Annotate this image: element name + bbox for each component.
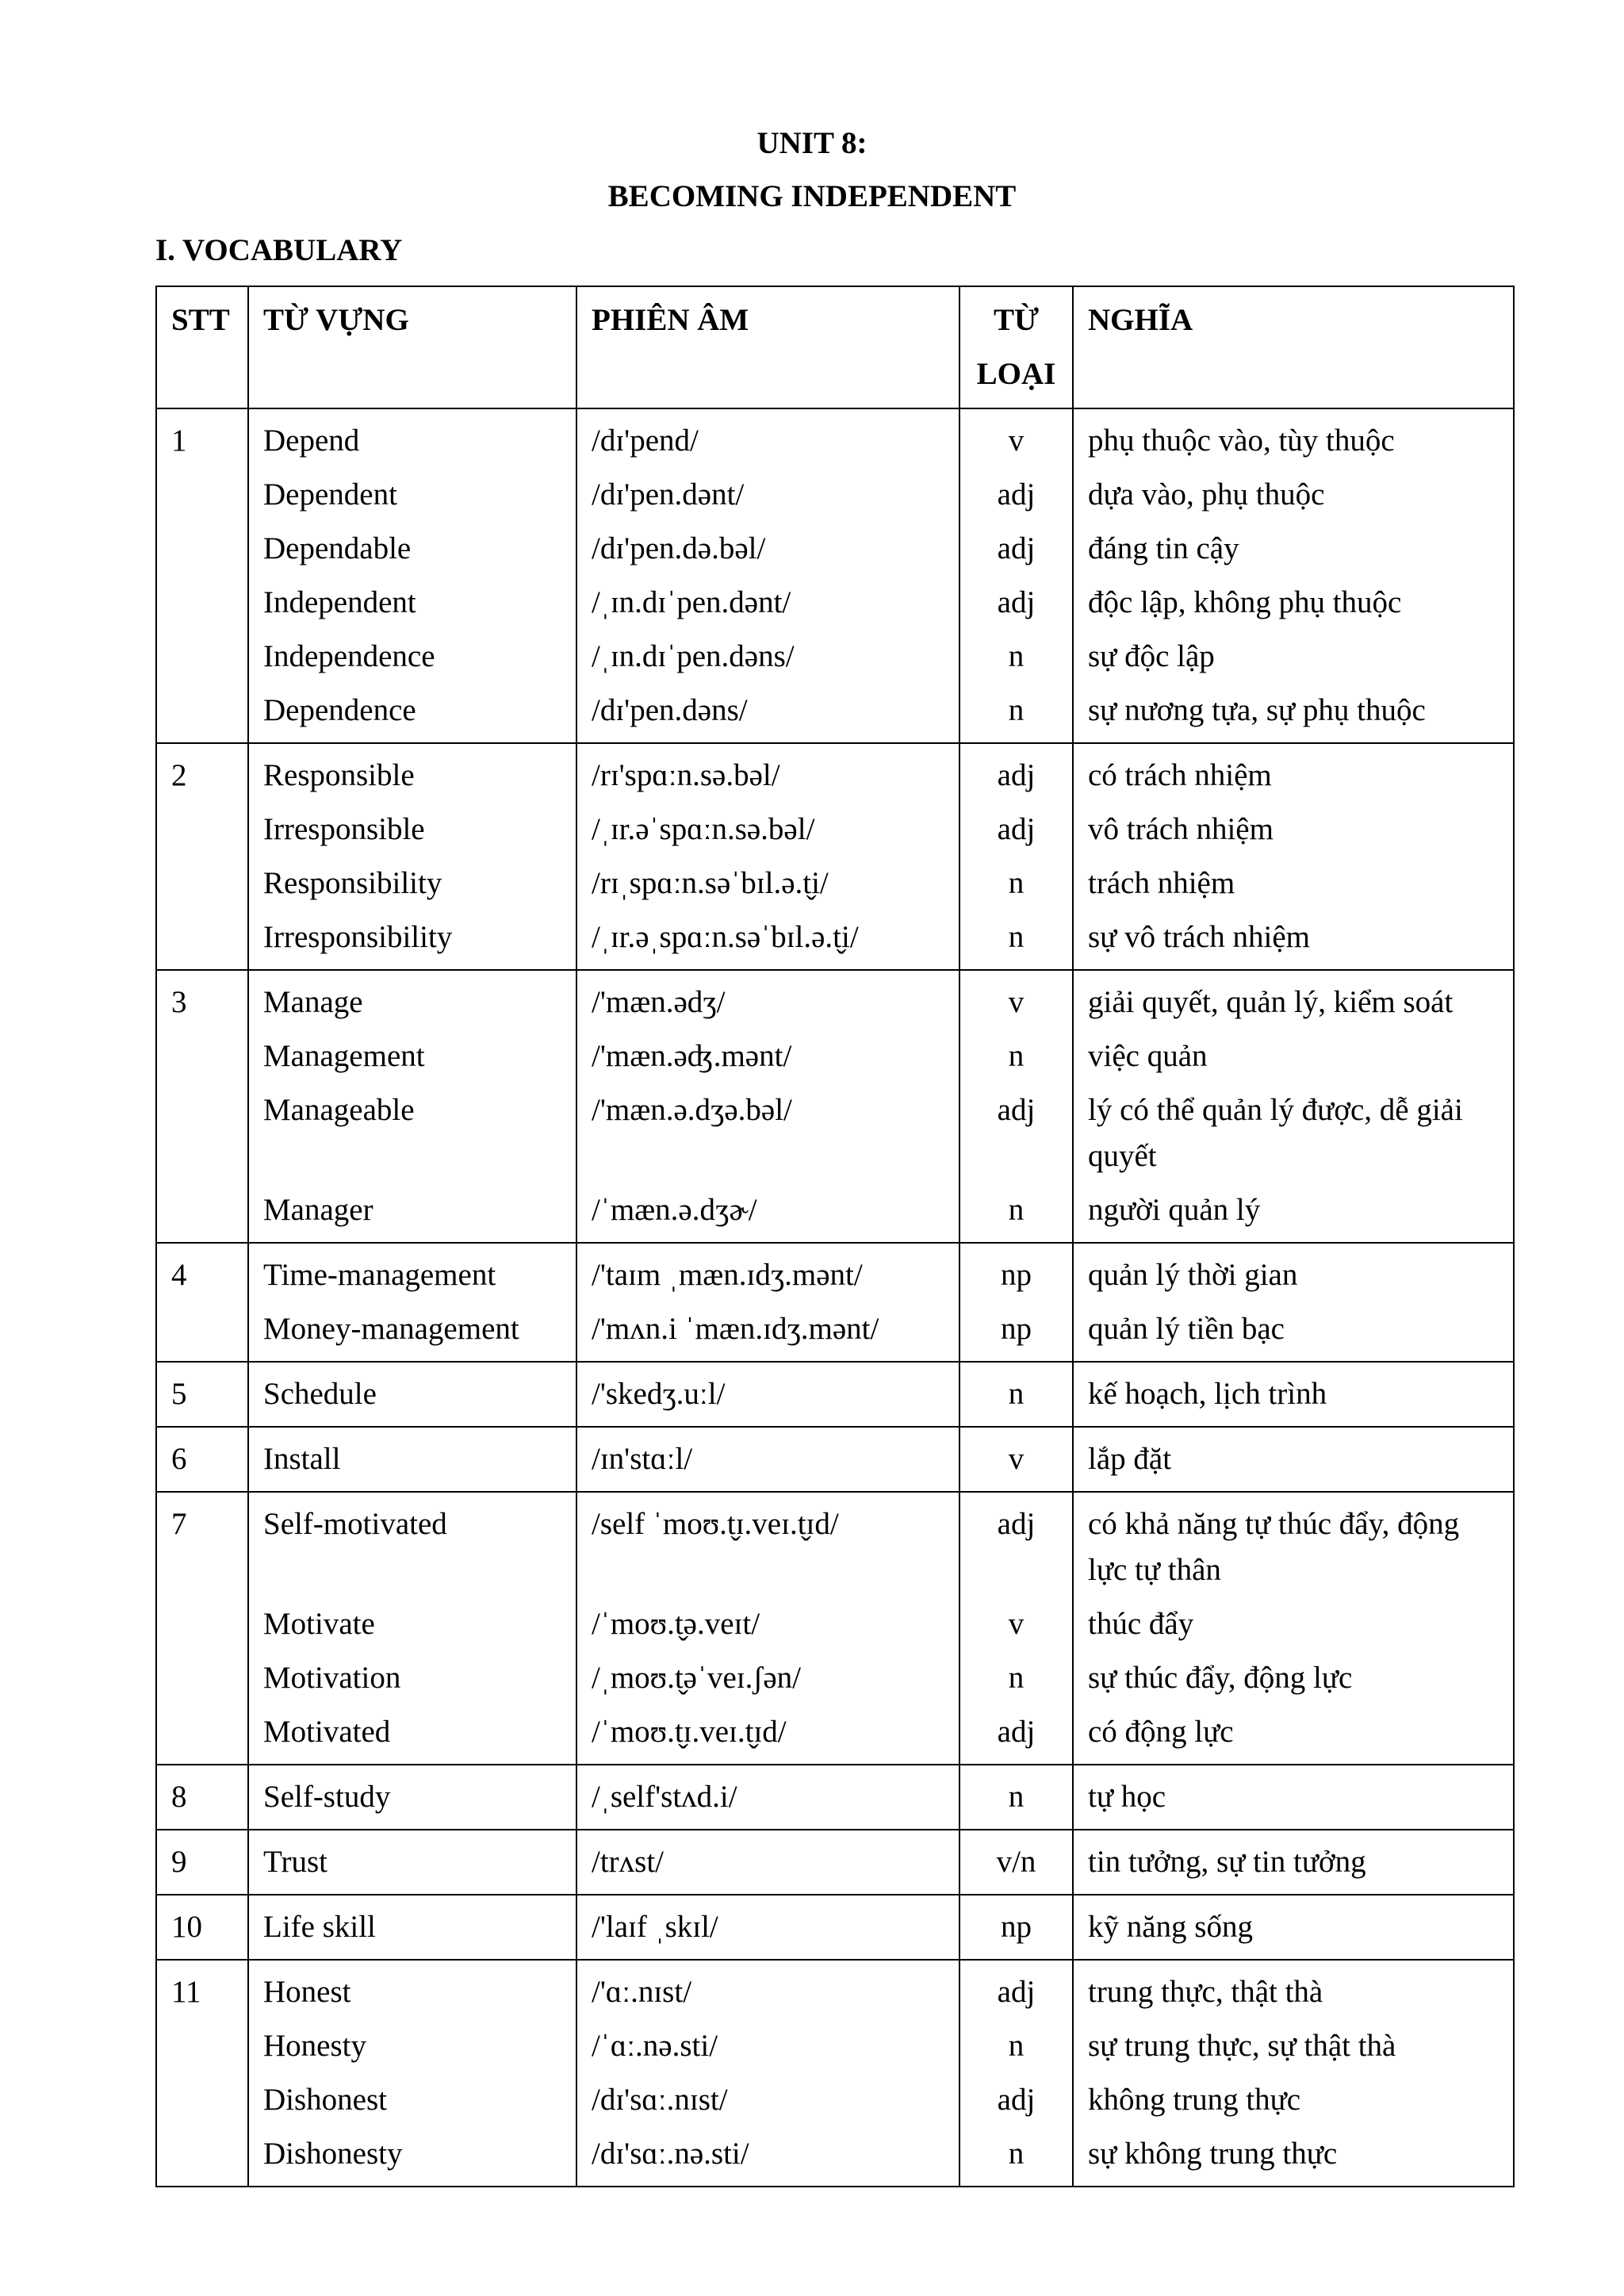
meaning-cell	[1073, 1830, 1514, 1895]
part-of-speech-text: v	[1008, 424, 1025, 458]
word-cell	[248, 1895, 576, 1960]
meaning-text: trung thực, thật thà	[1088, 1975, 1323, 2009]
phonetic-text: /'mæn.əʤ.mənt/	[592, 1039, 792, 1073]
word-text: Motivation	[263, 1661, 401, 1695]
word-text: Depend	[263, 424, 360, 458]
meaning-cell	[1073, 408, 1514, 743]
stt-cell: 6	[156, 1427, 248, 1492]
word-text: Manage	[263, 985, 363, 1019]
meaning-text: trách nhiệm	[1088, 866, 1235, 900]
part-of-speech-text: v	[1008, 985, 1025, 1019]
stt-cell: 8	[156, 1765, 248, 1830]
word-text: Honesty	[263, 2029, 366, 2063]
part-of-speech-cell	[959, 1492, 1073, 1765]
part-of-speech-text: adj	[997, 531, 1036, 565]
phonetic-cell	[576, 408, 959, 743]
phonetic-cell	[576, 970, 959, 1243]
phonetic-text: /ˌɪr.əˈspɑːn.sə.bəl/	[592, 812, 815, 846]
meaning-text: vô trách nhiệm	[1088, 812, 1274, 846]
phonetic-cell	[576, 1243, 959, 1362]
table-row	[156, 743, 1514, 970]
word-text: Self-motivated	[263, 1507, 447, 1541]
phonetic-cell	[576, 743, 959, 970]
part-of-speech-text: adj	[997, 1093, 1036, 1127]
meaning-text: có động lực	[1088, 1715, 1234, 1749]
part-of-speech-text: n	[1008, 1780, 1025, 1814]
meaning-text: sự trung thực, sự thật thà	[1088, 2029, 1396, 2063]
phonetic-text: /dɪ'pen.də.bəl/	[592, 531, 766, 565]
header-stt: STT	[156, 286, 248, 408]
header-word: TỪ VỰNG	[248, 286, 576, 408]
part-of-speech-text: n	[1008, 920, 1025, 954]
word-text: Honest	[263, 1975, 351, 2009]
part-of-speech-text: adj	[997, 477, 1036, 512]
phonetic-text: /ˌɪr.əˌspɑːn.səˈbɪl.ə.t̬i/	[592, 920, 859, 954]
vocabulary-table-body	[156, 408, 1514, 2187]
meaning-cell	[1073, 1492, 1514, 1765]
phonetic-text: /trʌst/	[592, 1845, 665, 1879]
phonetic-cell	[576, 1492, 959, 1765]
word-text: Motivate	[263, 1607, 375, 1641]
part-of-speech-text: adj	[997, 812, 1036, 846]
part-of-speech-cell	[959, 1427, 1073, 1492]
word-text: Independence	[263, 639, 435, 673]
phonetic-text: /dɪ'pend/	[592, 424, 699, 458]
table-row	[156, 1765, 1514, 1830]
table-row	[156, 1960, 1514, 2187]
header-pos-line-1: TỪ	[993, 303, 1040, 337]
meaning-text: kế hoạch, lịch trình	[1088, 1377, 1327, 1411]
meaning-text: phụ thuộc vào, tùy thuộc	[1088, 424, 1395, 458]
word-text: Life skill	[263, 1910, 376, 1944]
meaning-text: độc lập, không phụ thuộc	[1088, 585, 1402, 619]
part-of-speech-text: v	[1008, 1607, 1025, 1641]
header-pos-line-2: LOẠI	[976, 357, 1056, 391]
header-phonetic: PHIÊN ÂM	[576, 286, 959, 408]
phonetic-text: /'mʌn.i ˈmæn.ɪdʒ.mənt/	[592, 1312, 879, 1346]
unit-title: BECOMING INDEPENDENT	[607, 179, 1017, 213]
part-of-speech-cell	[959, 1960, 1073, 2187]
header-part-of-speech	[959, 286, 1073, 408]
stt-cell: 3	[156, 970, 248, 1243]
stt-cell: 11	[156, 1960, 248, 2187]
phonetic-cell	[576, 1765, 959, 1830]
part-of-speech-text: n	[1008, 2029, 1025, 2063]
table-row	[156, 1427, 1514, 1492]
meaning-text: giải quyết, quản lý, kiểm soát	[1088, 985, 1454, 1019]
phonetic-text: /dɪ'pen.dənt/	[592, 477, 745, 512]
part-of-speech-text: np	[1001, 1312, 1032, 1346]
word-cell	[248, 1427, 576, 1492]
table-row	[156, 1362, 1514, 1427]
phonetic-text: /'taɪm ˌmæn.ɪdʒ.mənt/	[592, 1258, 863, 1292]
part-of-speech-text: n	[1008, 1039, 1025, 1073]
meaning-text: có khả năng tự thúc đẩy, động lực tự thân	[1088, 1507, 1460, 1587]
meaning-text: kỹ năng sống	[1088, 1910, 1253, 1944]
word-cell	[248, 1960, 576, 2187]
part-of-speech-text: n	[1008, 693, 1025, 727]
word-text: Install	[263, 1442, 341, 1476]
meaning-text: có trách nhiệm	[1088, 758, 1272, 792]
table-row	[156, 1830, 1514, 1895]
meaning-cell	[1073, 1362, 1514, 1427]
phonetic-cell	[576, 1362, 959, 1427]
stt-cell: 4	[156, 1243, 248, 1362]
word-text: Schedule	[263, 1377, 377, 1411]
meaning-text: việc quản	[1088, 1039, 1208, 1073]
word-cell	[248, 1243, 576, 1362]
meaning-text: sự độc lập	[1088, 639, 1215, 673]
meaning-cell	[1073, 1895, 1514, 1960]
meaning-text: sự vô trách nhiệm	[1088, 920, 1310, 954]
word-text: Irresponsibility	[263, 920, 453, 954]
meaning-cell	[1073, 1427, 1514, 1492]
meaning-text: quản lý thời gian	[1088, 1258, 1298, 1292]
word-cell	[248, 408, 576, 743]
meaning-text: dựa vào, phụ thuộc	[1088, 477, 1325, 512]
word-text: Dependent	[263, 477, 397, 512]
phonetic-text: /'laɪf ˌskɪl/	[592, 1910, 718, 1944]
phonetic-text: /ˌɪn.dɪˈpen.dəns/	[592, 639, 795, 673]
meaning-cell	[1073, 1960, 1514, 2187]
meaning-text: quản lý tiền bạc	[1088, 1312, 1285, 1346]
meaning-text: đáng tin cậy	[1088, 531, 1239, 565]
vocabulary-table	[155, 286, 1515, 2187]
word-cell	[248, 1765, 576, 1830]
word-cell	[248, 1492, 576, 1765]
meaning-cell	[1073, 970, 1514, 1243]
section-heading: I. VOCABULARY	[155, 233, 403, 267]
word-cell	[248, 743, 576, 970]
meaning-cell	[1073, 1765, 1514, 1830]
stt-cell: 2	[156, 743, 248, 970]
part-of-speech-text: adj	[997, 758, 1036, 792]
part-of-speech-cell	[959, 1830, 1073, 1895]
unit-number: UNIT 8:	[756, 126, 868, 160]
phonetic-text: /ˈmæn.ə.dʒɚ/	[592, 1193, 757, 1227]
part-of-speech-text: adj	[997, 1507, 1036, 1541]
word-text: Dependable	[263, 531, 412, 565]
part-of-speech-text: np	[1001, 1910, 1032, 1944]
phonetic-text: /ˌself'stʌd.i/	[592, 1780, 737, 1814]
word-text: Responsible	[263, 758, 415, 792]
meaning-text: sự nương tựa, sự phụ thuộc	[1088, 693, 1426, 727]
part-of-speech-cell	[959, 1895, 1073, 1960]
phonetic-text: /rɪˌspɑːn.səˈbɪl.ə.t̬i/	[592, 866, 829, 900]
stt-cell: 10	[156, 1895, 248, 1960]
part-of-speech-cell	[959, 970, 1073, 1243]
meaning-text: tự học	[1088, 1780, 1166, 1814]
phonetic-text: /self ˈmoʊ.t̬ɪ.veɪ.t̬ɪd/	[592, 1507, 839, 1541]
meaning-cell	[1073, 743, 1514, 970]
part-of-speech-text: n	[1008, 1377, 1025, 1411]
part-of-speech-cell	[959, 1765, 1073, 1830]
stt-cell: 9	[156, 1830, 248, 1895]
part-of-speech-text: n	[1008, 866, 1025, 900]
stt-cell: 1	[156, 408, 248, 743]
part-of-speech-cell	[959, 1362, 1073, 1427]
phonetic-text: /'skedʒ.uːl/	[592, 1377, 726, 1411]
phonetic-text: /ɪn'stɑːl/	[592, 1442, 693, 1476]
word-cell	[248, 970, 576, 1243]
part-of-speech-cell	[959, 743, 1073, 970]
word-text: Responsibility	[263, 866, 442, 900]
part-of-speech-text: v	[1008, 1442, 1025, 1476]
phonetic-text: /'mæn.ə.dʒə.bəl/	[592, 1093, 792, 1127]
word-text: Trust	[263, 1845, 327, 1879]
part-of-speech-text: np	[1001, 1258, 1032, 1292]
phonetic-cell	[576, 1895, 959, 1960]
word-text: Dishonesty	[263, 2137, 403, 2171]
part-of-speech-text: adj	[997, 1715, 1036, 1749]
word-text: Dishonest	[263, 2083, 387, 2117]
part-of-speech-text: n	[1008, 639, 1025, 673]
word-cell	[248, 1362, 576, 1427]
phonetic-text: /rɪ'spɑːn.sə.bəl/	[592, 758, 780, 792]
meaning-text: sự không trung thực	[1088, 2137, 1338, 2171]
table-header-row	[156, 286, 1514, 408]
table-row	[156, 1492, 1514, 1765]
meaning-cell	[1073, 1243, 1514, 1362]
part-of-speech-text: adj	[997, 1975, 1036, 2009]
phonetic-text: /ˌmoʊ.t̬əˈveɪ.ʃən/	[592, 1661, 801, 1695]
part-of-speech-text: n	[1008, 2137, 1025, 2171]
meaning-text: tin tưởng, sự tin tưởng	[1088, 1845, 1366, 1879]
word-text: Manageable	[263, 1093, 415, 1127]
phonetic-text: /ˈmoʊ.t̬ə.veɪt/	[592, 1607, 760, 1641]
part-of-speech-cell	[959, 408, 1073, 743]
header-meaning: NGHĨA	[1073, 286, 1514, 408]
phonetic-text: /dɪ'sɑː.nɪst/	[592, 2083, 728, 2117]
word-text: Manager	[263, 1193, 373, 1227]
phonetic-text: /ˈɑː.nə.sti/	[592, 2029, 718, 2063]
word-text: Irresponsible	[263, 812, 425, 846]
meaning-text: không trung thực	[1088, 2083, 1301, 2117]
word-text: Time-management	[263, 1258, 496, 1292]
table-row	[156, 1243, 1514, 1362]
word-text: Money-management	[263, 1312, 519, 1346]
word-text: Motivated	[263, 1715, 391, 1749]
phonetic-cell	[576, 1830, 959, 1895]
part-of-speech-text: n	[1008, 1661, 1025, 1695]
table-row	[156, 408, 1514, 743]
part-of-speech-text: v/n	[996, 1845, 1036, 1879]
word-cell	[248, 1830, 576, 1895]
meaning-text: thúc đẩy	[1088, 1607, 1194, 1641]
meaning-text: sự thúc đẩy, động lực	[1088, 1661, 1353, 1695]
word-text: Independent	[263, 585, 416, 619]
meaning-text: lý có thể quản lý được, dễ giải quyết	[1088, 1093, 1463, 1173]
table-row	[156, 1895, 1514, 1960]
stt-cell: 7	[156, 1492, 248, 1765]
word-text: Self-study	[263, 1780, 391, 1814]
phonetic-text: /ˌɪn.dɪˈpen.dənt/	[592, 585, 791, 619]
meaning-text: lắp đặt	[1088, 1442, 1172, 1476]
meaning-text: người quản lý	[1088, 1193, 1261, 1227]
part-of-speech-text: adj	[997, 2083, 1036, 2117]
word-text: Dependence	[263, 693, 416, 727]
stt-cell: 5	[156, 1362, 248, 1427]
table-row	[156, 970, 1514, 1243]
phonetic-text: /dɪ'pen.dəns/	[592, 693, 748, 727]
part-of-speech-text: adj	[997, 585, 1036, 619]
phonetic-text: /ˈmoʊ.t̬ɪ.veɪ.t̬ɪd/	[592, 1715, 787, 1749]
phonetic-text: /'mæn.ədʒ/	[592, 985, 726, 1019]
phonetic-cell	[576, 1960, 959, 2187]
phonetic-cell	[576, 1427, 959, 1492]
part-of-speech-text: n	[1008, 1193, 1025, 1227]
part-of-speech-cell	[959, 1243, 1073, 1362]
phonetic-text: /dɪ'sɑː.nə.sti/	[592, 2137, 749, 2171]
word-text: Management	[263, 1039, 425, 1073]
phonetic-text: /'ɑː.nɪst/	[592, 1975, 692, 2009]
